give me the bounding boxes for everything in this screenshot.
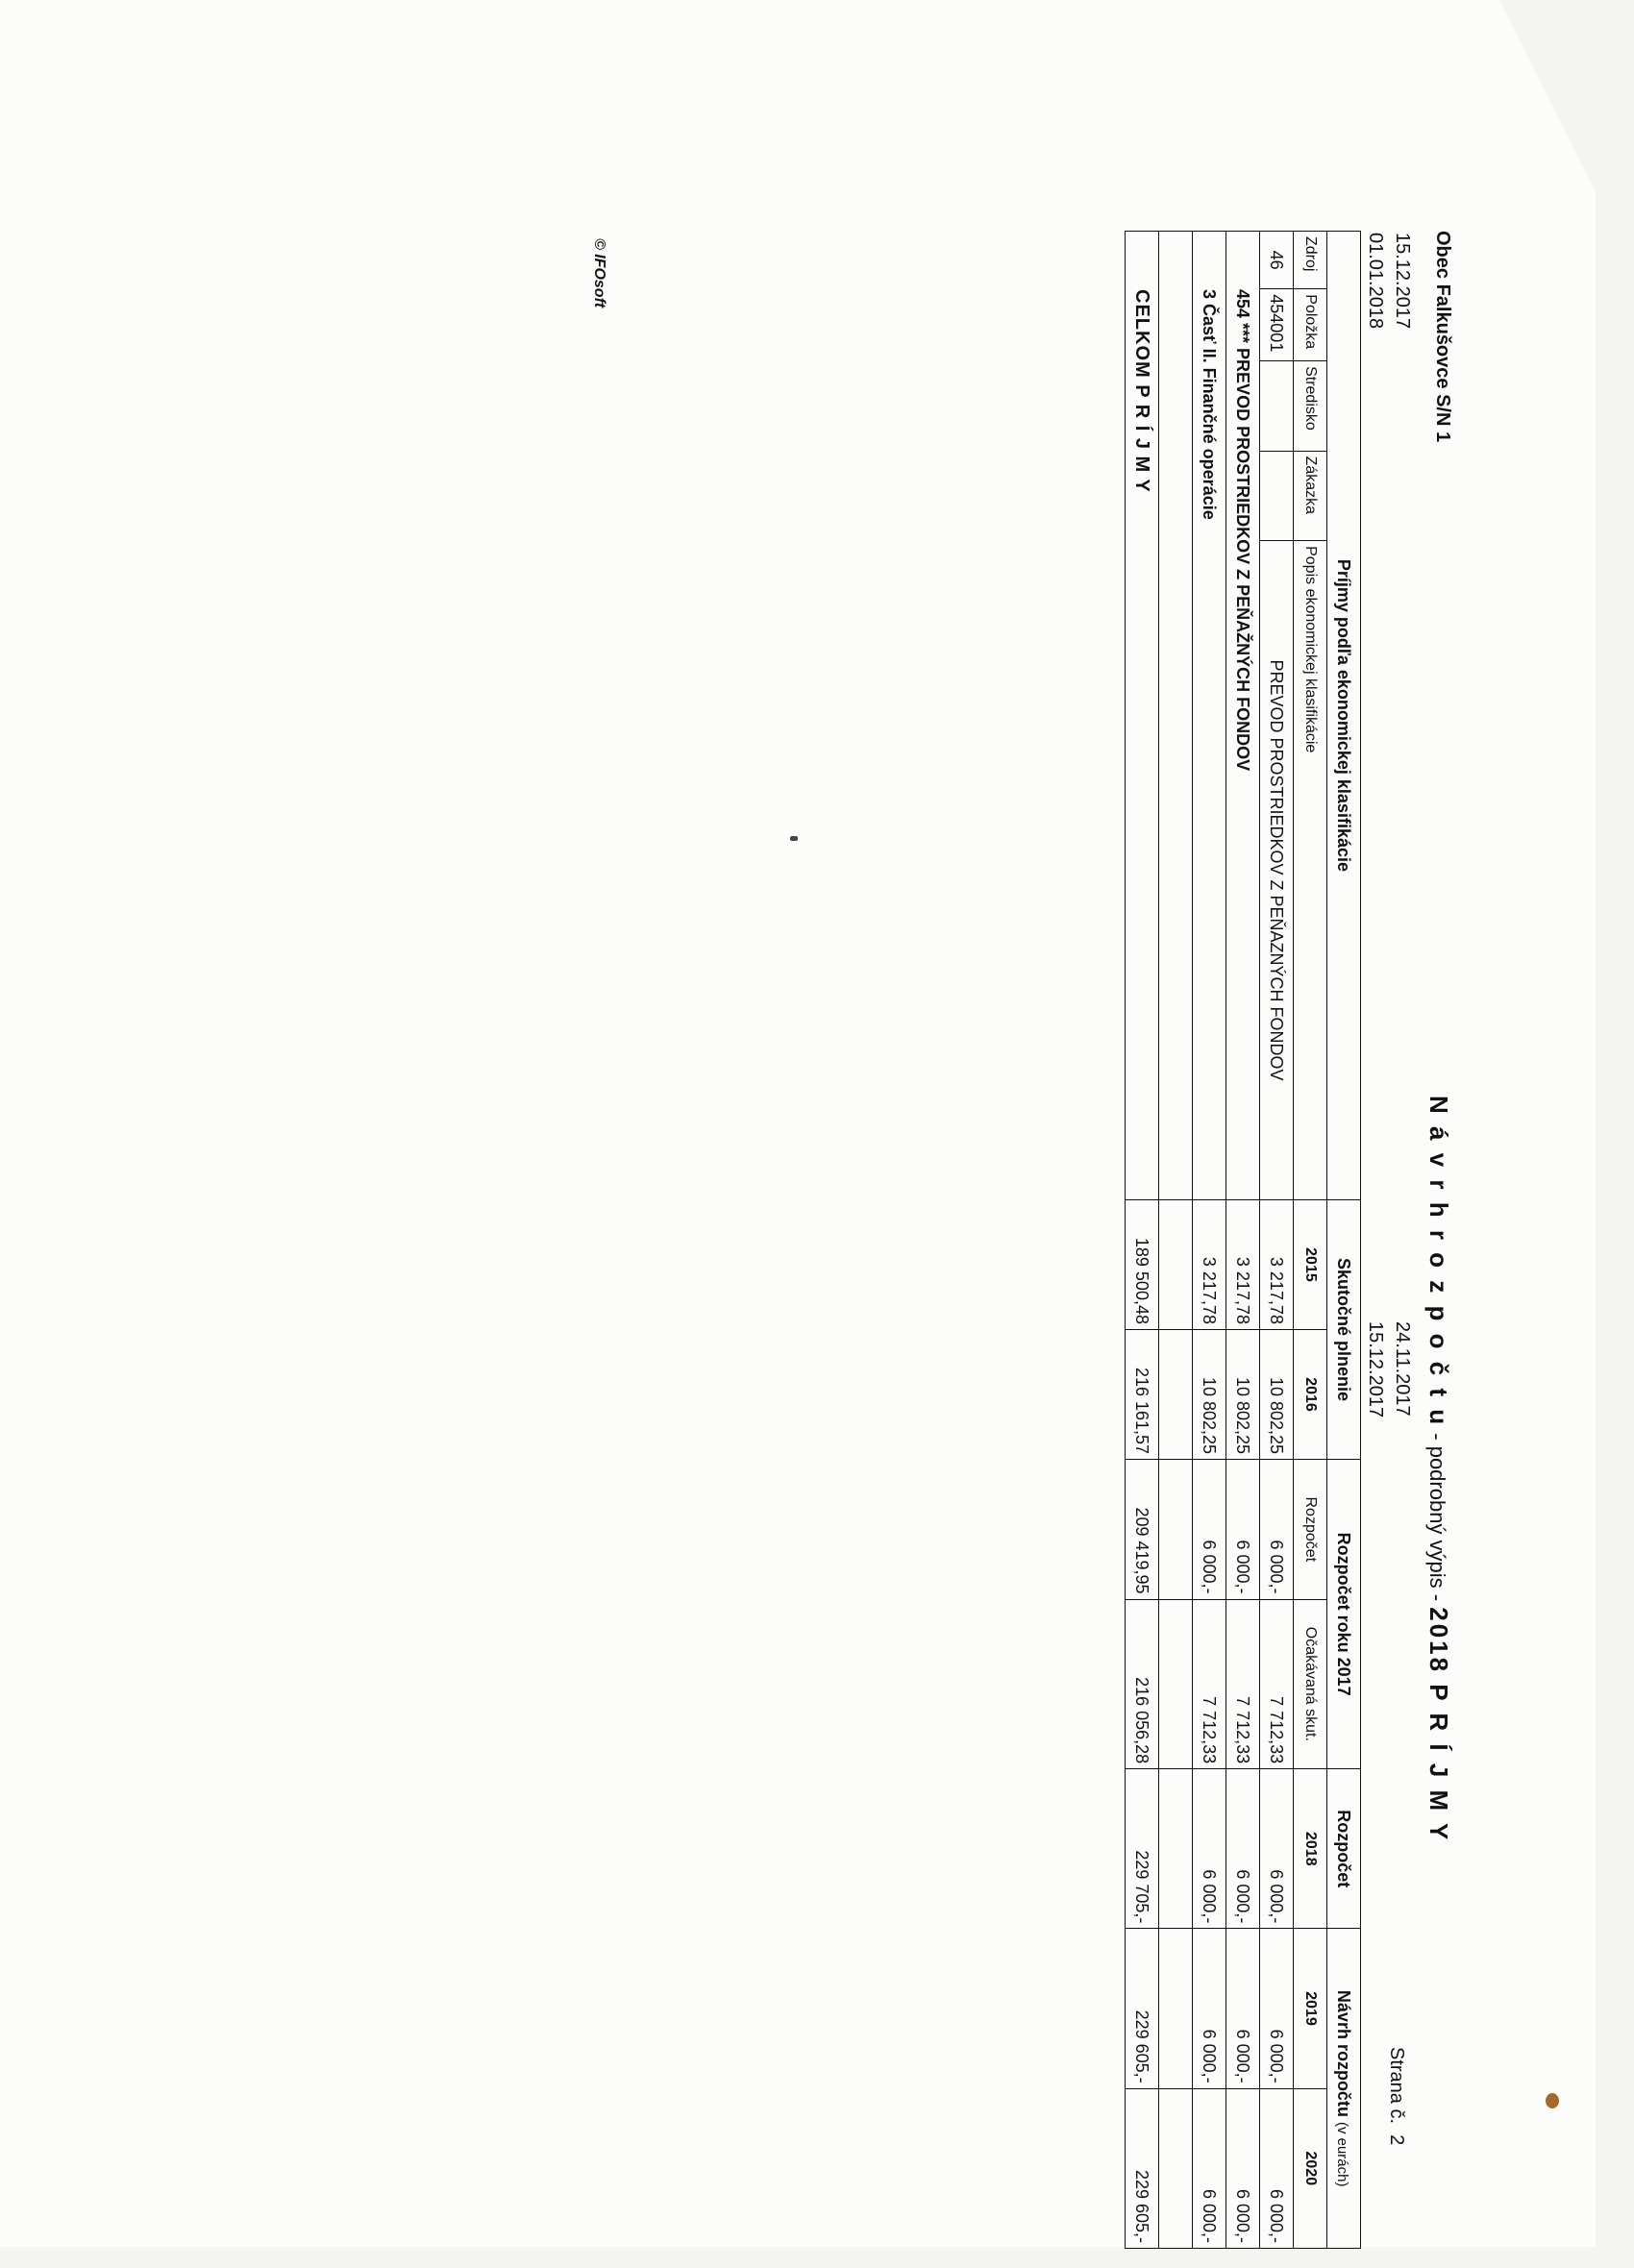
section-budget: 6 000,- [1193, 1460, 1226, 1599]
title-main: N á v r h r o z p o č t u [1424, 1096, 1453, 1428]
group-proposal-unit: (v eurách) [1334, 2121, 1351, 2187]
cell-2016: 10 802,25 [1260, 1329, 1294, 1459]
total-2018: 229 705,- [1126, 1769, 1159, 1929]
empty-cell [1159, 232, 1193, 1200]
cell-expected: 7 712,33 [1260, 1599, 1294, 1769]
group-proposal-label: Návrh rozpočtu [1334, 1989, 1354, 2117]
subtotal-budget: 6 000,- [1226, 1460, 1260, 1599]
paper-stain [1546, 2093, 1559, 2108]
subtotal-2016: 10 802,25 [1226, 1329, 1260, 1459]
total-2016: 216 161,57 [1126, 1329, 1159, 1459]
col-item: Položka [1294, 289, 1327, 361]
total-2020: 229 605,- [1126, 2088, 1159, 2248]
col-2019: 2019 [1294, 1929, 1327, 2088]
group-budget: Rozpočet [1327, 1769, 1361, 1929]
col-expected: Očakávaná skut. [1294, 1599, 1327, 1769]
cell-order [1260, 451, 1294, 541]
ink-speck [790, 836, 798, 841]
section-2015: 3 217,78 [1193, 1199, 1226, 1329]
print-date-b: 15.12.2017 [1365, 1321, 1386, 1418]
total-expected: 216 056,28 [1126, 1599, 1159, 1769]
cell-2015: 3 217,78 [1260, 1199, 1294, 1329]
total-budget: 209 419,95 [1126, 1460, 1159, 1599]
col-2015: 2015 [1294, 1199, 1327, 1329]
subtotal-2015: 3 217,78 [1226, 1199, 1260, 1329]
total-label: CELKOM P R Í J M Y [1126, 232, 1159, 1200]
document-title [1424, 1096, 1453, 1842]
section-row [1193, 232, 1226, 2249]
total-2015: 189 500,48 [1126, 1199, 1159, 1329]
subtotal-2018: 6 000,- [1226, 1769, 1260, 1929]
section-2019: 6 000,- [1193, 1929, 1226, 2088]
total-row [1126, 232, 1159, 2249]
section-2018: 6 000,- [1193, 1769, 1226, 1929]
empty-row [1159, 232, 1193, 2249]
col-2020: 2020 [1294, 2088, 1327, 2248]
cell-2019: 6 000,- [1260, 1929, 1294, 2088]
col-desc: Popis ekonomickej klasifikácie [1294, 541, 1327, 1200]
title-sub: - podrobný výpis - [1425, 1427, 1449, 1608]
cell-item: 454001 [1260, 289, 1294, 361]
table-title: Príjmy podľa ekonomickej klasifikácie [1327, 232, 1361, 1200]
rotated-document [261, 231, 1453, 2268]
group-actual: Skutočné plnenie [1327, 1199, 1361, 1459]
date-b: 01.01.2018 [1365, 233, 1386, 330]
budget-table [1125, 231, 1361, 2249]
col-budget: Rozpočet [1294, 1460, 1327, 1599]
cell-2018: 6 000,- [1260, 1769, 1294, 1929]
copyright: © IFOsoft [591, 238, 607, 308]
total-2019: 229 605,- [1126, 1929, 1159, 2088]
subtotal-label: 454 *** PREVOD PROSTRIEDKOV Z PEŇAŽNÝCH FONDOV [1226, 232, 1260, 1200]
subtotal-expected: 7 712,33 [1226, 1599, 1260, 1769]
page-number [1385, 2047, 1407, 2145]
cell-center [1260, 361, 1294, 452]
section-2020: 6 000,- [1193, 2088, 1226, 2248]
cell-desc: PREVOD PROSTRIEDKOV Z PEŇAZNÝCH FONDOV [1260, 541, 1294, 1200]
table-row [1260, 232, 1294, 2249]
print-date-a: 24.11.2017 [1392, 1321, 1413, 1417]
cell-source: 46 [1260, 232, 1294, 289]
group-budget-2017: Rozpočet roku 2017 [1327, 1460, 1361, 1769]
col-2018: 2018 [1294, 1769, 1327, 1929]
cell-2020: 6 000,- [1260, 2088, 1294, 2248]
section-2016: 10 802,25 [1193, 1329, 1226, 1459]
page-label: Strana č. [1386, 2047, 1407, 2125]
col-source: Zdroj [1294, 232, 1327, 289]
organization-name: Obec Falkušovce S/N 1 [1432, 231, 1453, 443]
subtotal-row [1226, 232, 1260, 2249]
title-year: 2018 P R Í J M Y [1424, 1607, 1453, 1843]
subtotal-2019: 6 000,- [1226, 1929, 1260, 2088]
col-2016: 2016 [1294, 1329, 1327, 1459]
col-order: Zákazka [1294, 451, 1327, 541]
cell-budget: 6 000,- [1260, 1460, 1294, 1599]
group-proposal [1327, 1929, 1361, 2249]
subtotal-2020: 6 000,- [1226, 2088, 1260, 2248]
col-center: Stredisko [1294, 361, 1327, 452]
page-value: 2 [1386, 2134, 1407, 2146]
section-label: 3 Časť II. Finančné operácie [1193, 232, 1226, 1200]
section-expected: 7 712,33 [1193, 1599, 1226, 1769]
date-a: 15.12.2017 [1392, 233, 1413, 330]
